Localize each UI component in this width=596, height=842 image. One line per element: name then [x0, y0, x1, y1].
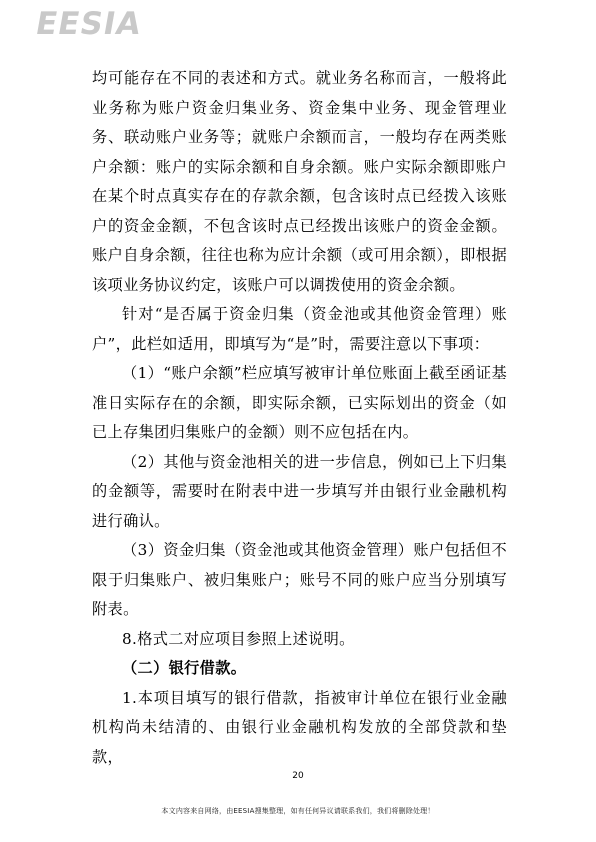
paragraph-item-2: （2）其他与资金池相关的进一步信息，例如已上下归集的金额等，需要时在附表中进一步填写并由银行业金融机构进行确认。 — [92, 452, 507, 530]
paragraph-format-two: 8.格式二对应项目参照上述说明。 — [122, 629, 355, 648]
paragraph-pooling-account-note: 针对“是否属于资金归集（资金池或其他资金管理）账户”，此栏如适用，即填写为“是”时，需要注意以下事项： — [92, 305, 507, 353]
page-number: 20 — [292, 771, 304, 781]
paragraph-item-3: （3）资金归集（资金池或其他资金管理）账户包括但不限于归集账户、被归集账户；账号不同的账户应当分别填写附表。 — [92, 541, 507, 618]
document-body — [92, 64, 507, 772]
footer-disclaimer: 本文内容来自网络，由EESIA搜集整理，如有任何异议请联系我们，我们将删除处理！ — [161, 807, 435, 815]
paragraph-item-1: （1）“账户余额”栏应填写被审计单位账面上截至函证基准日实际存在的余额，即实际余额，已实际划出的资金（如已上存集团归集账户的金额）则不应包括在内。 — [92, 364, 507, 441]
paragraph-bank-loans-definition: 1.本项目填写的银行借款，指被审计单位在银行业金融机构尚未结清的、由银行业金融机构发放的全部贷款和垫款， — [92, 688, 507, 766]
paragraph-account-balance-types: 均可能存在不同的表述和方式。就业务名称而言，一般将此业务称为账户资金归集业务、资金集中业务、现金管理业务、联动账户业务等；就账户余额而言，一般均存在两类账户余额：账户的实际余额和自身余额。账户实际余额即账户在某个时点真实存在的存款余额，包含该时点已经拨入该账户的资金金额，不包含该时点已经拨出该账户的资金金额。账户自身余额，往往也称为应计余额（或可用余额），即根据该项业务协议约定，该账户可以调拨使用的资金余额。 — [92, 69, 507, 294]
eesia-logo: EESIA — [32, 6, 145, 42]
section-heading-bank-loans: （二）银行借款。 — [122, 659, 247, 677]
